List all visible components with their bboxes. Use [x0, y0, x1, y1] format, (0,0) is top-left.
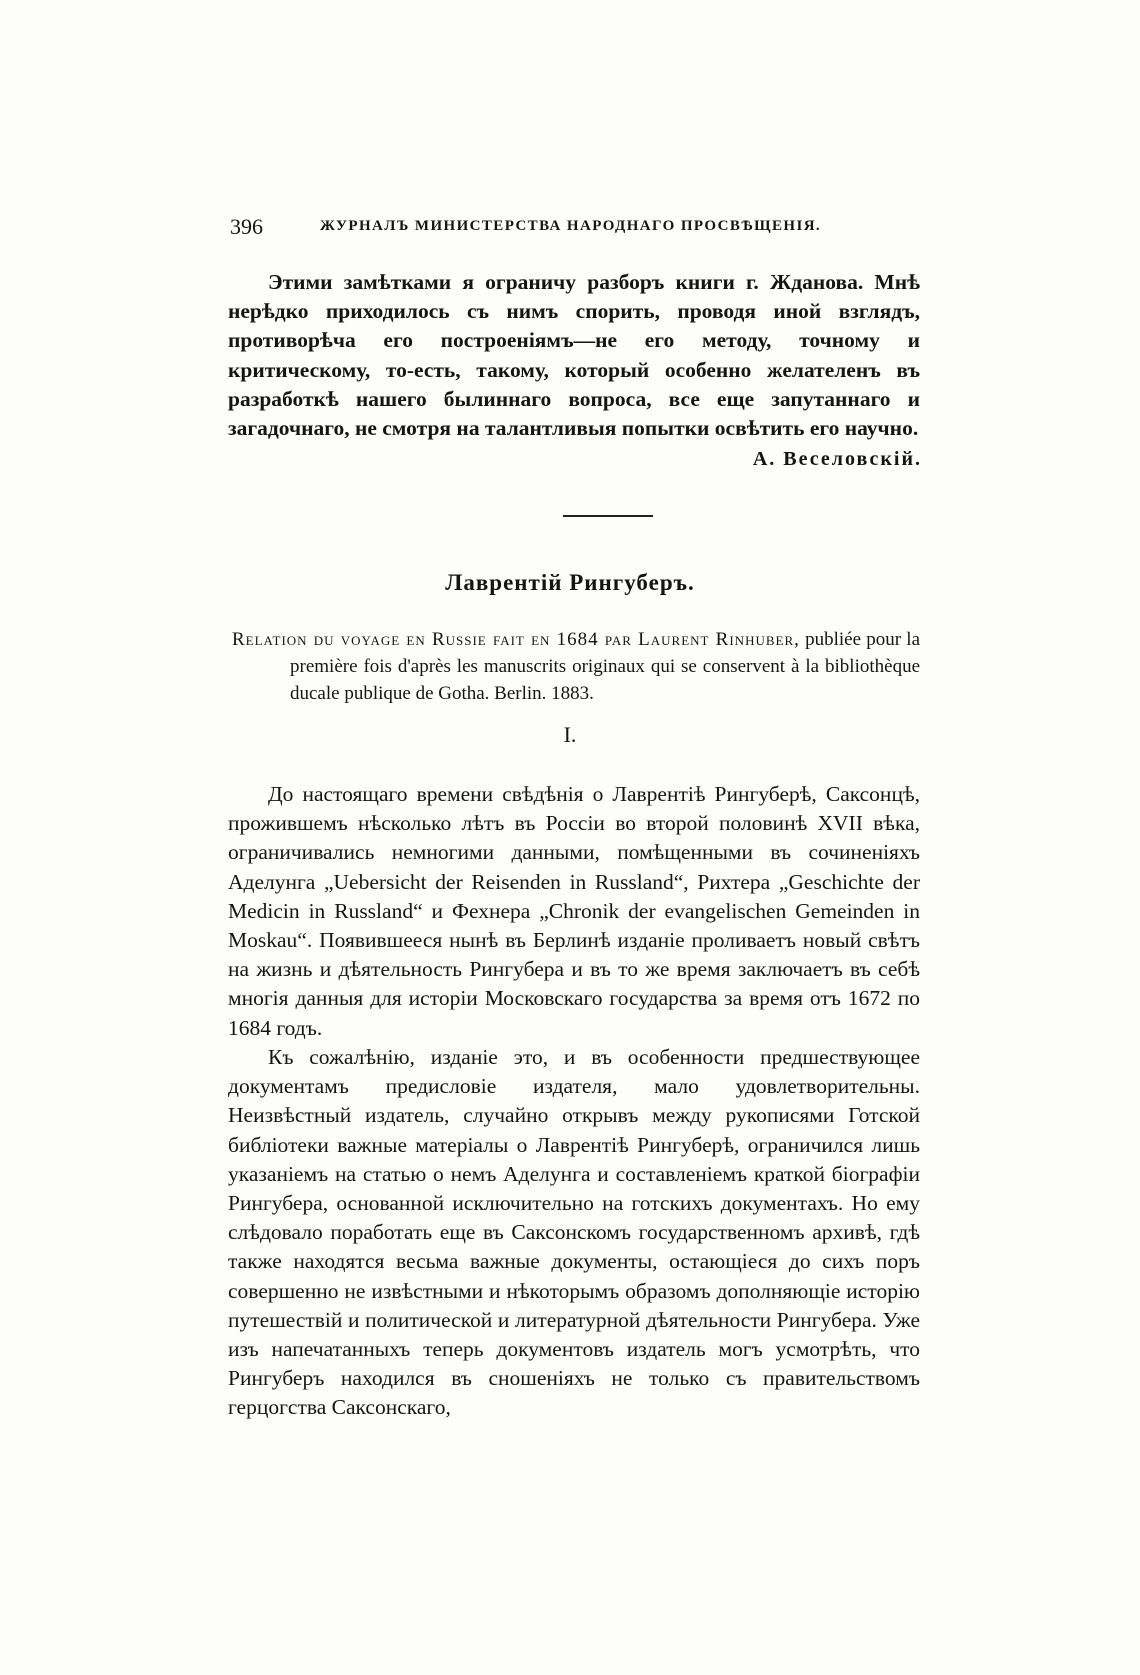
section-divider: [563, 515, 653, 517]
page-header: [230, 214, 880, 244]
article-paragraph-2: Къ сожалѣнію, изданіе это, и въ особенности предшествующее документамъ предисловіе издателя, мало удовлетворительны. Неизвѣстный издатель, случайно открывъ между рукописями Готской библіотеки важные матеріалы о Лаврентіѣ Рингуберѣ, ограничился лишь указаніемъ на статью о немъ Аделунга и составленіемъ краткой біографіи Рингубера, основанной исключительно на готскихъ документахъ. Но ему слѣдовало поработать еще въ Саксонскомъ государственномъ архивѣ, гдѣ также находятся весьма важные документы, остающіеся до сихъ поръ совершенно не извѣстными и нѣкоторымъ образомъ дополняющіе исторію путешествій и политической и литературной дѣятельности Рингубера. Уже изъ напечатанныхъ теперь документовъ издатель могъ усмотрѣть, что Рингуберъ находился въ сношеніяхъ не только съ правительствомъ герцогства Саксонскаго,: [228, 1045, 920, 1420]
review-closing-paragraph: Этими замѣтками я ограничу разборъ книги г. Жданова. Мнѣ нерѣдко приходилось съ нимъ спорить, проводя иной взглядъ, противорѣча его построеніямъ—не его методу, точному и критическому, то-есть, такому, который особенно желателенъ въ разработкѣ нашего былиннаго вопроса, все еще запутаннаго и загадочнаго, не смотря на талантливыя попытки освѣтить его научно.: [228, 270, 920, 441]
article-paragraph-1: До настоящаго времени свѣдѣнія о Лаврентіѣ Рингуберѣ, Саксонцѣ, прожившемъ нѣсколько лѣтъ въ Россіи во второй половинѣ XVII вѣка, ограничивались немногими данными, помѣщенными въ сочиненіяхъ Аделунга „Uebersicht der Reisenden in Russland“, Рихтера „Geschichte der Medicin in Russland“ и Фехнера „Chronik der evangelischen Gemeinden in Moskau“. Появившееся нынѣ въ Берлинѣ изданіе проливаетъ новый свѣтъ на жизнь и дѣятельность Рингубера и въ то же время заключаетъ въ себѣ многія данныя для исторіи Московскаго государства за время отъ 1672 по 1684 годъ.: [228, 782, 920, 1040]
bibliographic-citation: [232, 626, 920, 707]
citation-rest: publiée pour la première fois d'après les manuscrits originaux qui se conservent à la bibliothèque ducale publique de Gotha. Berlin. 1883.: [290, 629, 920, 704]
section-number: I.: [563, 722, 577, 747]
running-title: ЖУРНАЛЪ МИНИСТЕРСТВА НАРОДНАГО ПРОСВѢЩЕНІЯ.: [320, 218, 822, 234]
article-title: Лаврентій Рингуберъ.: [445, 570, 695, 595]
author-signature: А. Веселовскій.: [752, 448, 922, 470]
page-number: 396: [230, 214, 263, 239]
citation-lead: Relation du voyage en Russie fait en 1684 par Laurent Rinhuber,: [232, 629, 800, 650]
